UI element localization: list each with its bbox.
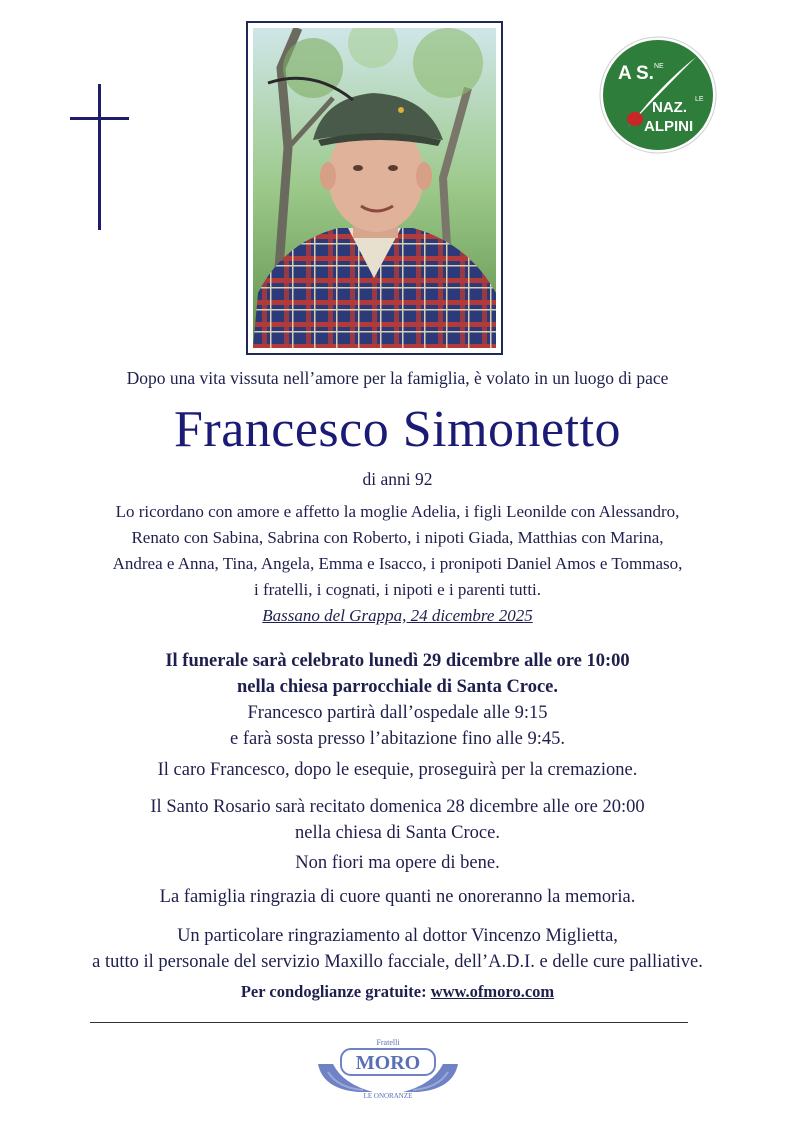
portrait-illustration [253, 28, 496, 348]
family-thanks: La famiglia ringrazia di cuore quanti ne onoreranno la memoria. [159, 887, 636, 907]
portrait-frame [246, 21, 503, 355]
deceased-age: di anni 92 [362, 469, 433, 489]
rosary-line: Il Santo Rosario sarà recitato domenica 28 dicembre alle ore 20:00 [150, 797, 645, 817]
place-date-block [0, 606, 795, 626]
funeral-line: nella chiesa parrocchiale di Santa Croce. [237, 677, 558, 697]
funeral-announcement [0, 648, 795, 700]
condolences-label: Per condoglianze gratuite: [240, 982, 427, 1001]
funeral-detail-line: Francesco partirà dall’ospedale alle 9:15 [247, 703, 548, 723]
moro-emblem [313, 1034, 463, 1100]
remembrance-line: Renato con Sabina, Sabrina con Roberto, i nipoti Giada, Matthias con Marina, [131, 528, 664, 547]
cross-vertical [98, 84, 101, 230]
rosary-line: nella chiesa di Santa Croce. [295, 823, 500, 843]
condolences-line [0, 982, 795, 1002]
remembrance-line: i fratelli, i cognati, i nipoti e i parenti tutti. [253, 580, 542, 599]
remembrance-line: Lo ricordano con amore e affetto la moglie Adelia, i figli Leonilde con Alessandro, [115, 502, 680, 521]
moro-name-text: MORO [355, 1052, 421, 1074]
funeral-details [0, 700, 795, 752]
special-thanks-line: Un particolare ringraziamento al dottor Vincenzo Miglietta, [177, 926, 618, 946]
ana-text-s: S. [636, 63, 654, 84]
ana-alpini-emblem [598, 35, 718, 155]
ana-text-alpini: ALPINI [644, 118, 694, 135]
funeral-detail-line: e farà sosta presso l’abitazione fino alle 9:45. [230, 729, 565, 749]
flowers-note: Non fiori ma opere di bene. [295, 853, 500, 873]
condolences-link[interactable]: www.ofmoro.com [430, 982, 555, 1001]
intro-text: Dopo una vita vissuta nell’amore per la famiglia, è volato in un luogo di pace [126, 368, 669, 388]
portrait-photo [253, 28, 496, 348]
ana-alpini-logo [598, 35, 718, 155]
rosary-note [0, 794, 795, 846]
ana-sup-le: LE [695, 96, 704, 103]
ana-text-naz: NAZ. [652, 99, 687, 116]
remembrance-line: Andrea e Anna, Tina, Angela, Emma e Isacco, i pronipoti Daniel Amos e Tommaso, [112, 554, 683, 573]
moro-top-text: Fratelli [376, 1038, 400, 1047]
funeral-line: Il funerale sarà celebrato lunedì 29 dicembre alle ore 10:00 [165, 651, 630, 671]
ana-sup-ne: NE [654, 63, 664, 70]
place-date: Bassano del Grappa, 24 dicembre 2025 [262, 606, 533, 625]
cremation-note: Il caro Francesco, dopo le esequie, proseguirà per la cremazione. [157, 760, 638, 780]
deceased-name: Francesco Simonetto [173, 401, 622, 458]
separator-line [90, 1022, 688, 1023]
special-thanks-line: a tutto il personale del servizio Maxillo facciale, dell’A.D.I. e delle cure palliative. [92, 952, 703, 972]
moro-bottom-text: LE ONORANZE [363, 1092, 413, 1100]
family-remembrance [0, 499, 795, 603]
moro-logo [313, 1034, 463, 1100]
special-thanks [0, 923, 795, 975]
ana-text-a: A [618, 63, 632, 84]
cross-horizontal [70, 117, 129, 120]
